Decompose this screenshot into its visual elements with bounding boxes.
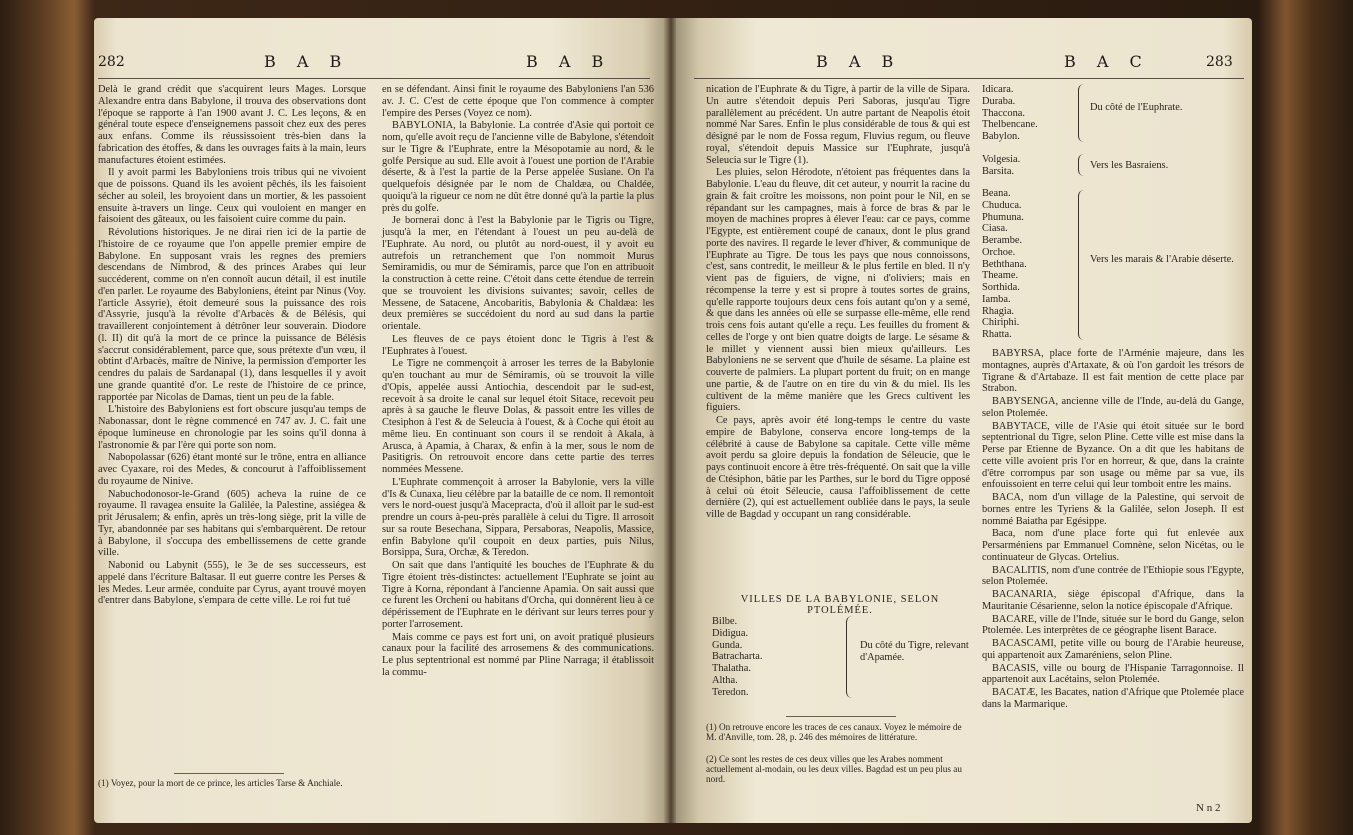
grouping-brace [846,616,855,698]
paragraph: Le Tigre ne commençoit à arroser les terres de la Babylonie qu'en touchant au mur de Sémiramis, où se trouvoit la ville d'Opis, appelée aussi Antiochia, descendoit par le sud-est, recevoit à sa droite le canal sur lequel étoit Sitace, recevoit peu après à sa gauche le fleuve Dolas, & passoit entre les villes de Ctesiphon à l'est & de Seleucia à l'ouest, & à Coche qui étoit au même lieu. En continuant son cours il se rendoit à Akala, à Arusca, à Apamia, à Charax, & enfin à la mer, sous le nom de Pasitigris. On retrouvoit encore dans cette partie des terres nommées Messene. [382,358,654,475]
city-item: Gunda. [712,639,743,651]
section-title: VILLES DE LA BABYLONIE, SELON PTOLÉMÉE. [740,594,940,616]
paragraph: Les fleuves de ce pays étoient donc le Tigris à l'est & l'Euphrates à l'ouest. [382,333,654,357]
right-column-1 [706,84,970,522]
city-item: Rhagia. [982,305,1015,317]
city-item: Babylon. [982,131,1020,142]
city-item: Idicara. [982,84,1014,95]
left-page [94,18,666,823]
city-item: Thalatha. [712,663,751,674]
city-item: Bilbe. [712,616,738,627]
paragraph: BABYRSA, place forte de l'Arménie majeure, dans les montagnes, auprès d'Artaxate, & où l'on gardoit les trésors de Tigrane & d'Artabaze. Il est fait mention de cette place par Strabon. [982,348,1244,395]
paragraph: L'histoire des Babyloniens est fort obscure jusqu'au temps de Nabonassar, dont le règne commencé en 747 av. J. C. fait une époque lumineuse en chronologie par les soins qu'il donna à l'astronomie & par l'ère qui porte son nom. [98,404,366,451]
paragraph: BACARE, ville de l'Inde, située sur le bord du Gange, selon Ptolemée. Les interprètes de ce géographe lisent Barace. [982,613,1244,637]
city-item: Chiriphi. [982,317,1020,329]
paragraph: BABYLONIA, la Babylonie. La contrée d'Asie qui portoit ce nom, qu'elle avoit reçu de l'ancienne ville de Babylone, s'étendoit sur le Tigre & l'Euphrate, entre la Mésopotamie au nord, & le golfe Persique au sud. Elle avoit à l'ouest une portion de l'Arabie déserte, & à l'est la partie de la Perse appelée Susiane. On l'a quelquefois désignée par le nom de Chaldæa, ou Chaldée, quoiqu'à la rigueur ce nom ne dût être donné qu'à la partie la plus près du golfe. [382,120,654,214]
city-item: Didigua. [712,627,749,639]
running-header-right: B A C [1064,52,1150,71]
paragraph: nication de l'Euphrate & du Tigre, à partir de la ville de Sipara. Un autre s'étendoit depuis Peri Saboras, jusqu'au Tigre parallèlement au précédent. Un autre partant de Neapolis étoit nommé Nar Sares. Enfin le plus considérable de tous & qui est désigné par le nom de Fossa regum, Fluvius regum, ou fleuve royal, s'étendoit depuis Massice sur l'Euphrate, jusqu'à Seleucia sur le Tigre (1). [706,84,970,166]
header-rule [694,78,1244,79]
city-item: Phumuna. [982,211,1024,223]
paragraph: BACASIS, ville ou bourg de l'Hispanie Tarragonnoise. Il appartenoit aux Lacétains, selon Ptolemée. [982,662,1244,686]
paragraph: Révolutions historiques. Je ne dirai rien ici de la partie de l'histoire de ce royaume que l'on appelle premier empire de Babylone. En supposant vrais les regnes des premiers descendans de Nimbrod, & des princes Arabes qui leur succéderent, comme on n'en connoît aucun détail, il est inutile d'en parler. Le royaume des Babyloniens, éteint par Ninus (Voy. l'article Assyrie), étoit demeuré sous la puissance des rois d'Assyrie, jusqu'à la révolte d'Arbacès & de Bélésis, qui travaillerent conjointement à détrôner leur souverain. Diodore (l. II) dit qu'à la mort de ce prince la puissance de Bélésis s'accrut considérablement, parce que, sous prétexte d'un vœu, il obtint d'Arbacès, maître de Ninive, la permission d'emporter les cendres du palais de Sardanapal (1), dans lesquelles il y avoit une grande quantité d'or. Le reste de l'histoire de ce prince, rapportée par Nicolas de Damas, tient un peu de la fable. [98,227,366,403]
city-item: Beana. [982,188,1011,199]
paragraph: Il y avoit parmi les Babyloniens trois tribus qui ne vivoient que de poissons. Quand ils les avoient pêchés, ils les faisoient sécher au soleil, les broyoient dans un mortier, & les passoient ensuite à-travers un linge. Ceux qui vouloient en manger en faisoient des gâteaux, ou les faisoient cuire comme du pain. [98,167,366,226]
paragraph: Mais comme ce pays est fort uni, on avoit pratiqué plusieurs canaux pour la facilité des arrosemens & des communications. Le plus septentrional est nommé par Pline Narraga; il établissoit la commu- [382,631,654,678]
left-column-2 [382,84,654,680]
city-item: Batracharta. [712,651,763,663]
group-note: Vers les marais & l'Arabie déserte. [1090,254,1234,265]
paragraph: On sait que dans l'antiquité les bouches de l'Euphrate & du Tigre étoient très-distinctes: actuellement l'Euphrate se joint au Tigre à Korna, répondant à l'ancienne Apamia. On sait aussi que ce furent les Orcheni ou habitans d'Orcha, qui donnèrent lieu à ce dépérissement de l'Euphrate en le dérivant sur leurs terres pour y porter l'arrosement. [382,560,654,630]
city-item: Ciasa. [982,223,1008,235]
running-header-right: B A B [526,52,612,71]
paragraph: Ce pays, après avoir été long-temps le centre du vaste empire de Babylone, conserva encore long-temps de la célébrité à cause de Babylone sa capitale. Cette ville même avoit perdu sa gloire depuis la fondation de Séleucie, que le pays continuoit encore à être très-fréquenté. On sait que la ville de Ctésiphon, bâtie par les Parthes, sur le bord du Tigre opposé à celui où étoit Séleucie, causa l'affoiblissement de cette dernière (2), qui est actuellement oubliée dans le pays, la seule ville de Bagdad y occupant un rang considérable. [706,415,970,520]
city-item: Rhatta. [982,329,1012,340]
signature-mark: N n 2 [1196,802,1221,814]
footnote: (2) Ce sont les restes de ces deux villes que les Arabes nomment actuellement al-modain, ou les deux villes. Bagdad est un peu plus au nord. [706,754,962,785]
paragraph: Les pluies, selon Hérodote, n'étoient pas fréquentes dans la Babylonie. L'eau du fleuve, dit cet auteur, y nourrit la racine du grain & fait croître les moissons, non point pour le Nil, en se répandant sur les campagnes, mais à force de bras & par le moyen de machines propres à élever l'eau: car ce pays, comme l'Egypte, est entièrement coupé de canaux, dont le plus grand porte des navires. Il regarde le lever d'hiver, & communique de l'Euphrate au Tigre. De tous les pays que nous connoissons, c'est, sans contredit, le meilleur & le plus fertile en bled. Il n'y vient pas de figuiers, de vigne, ni d'oliviers; mais en récompense la terre y est si propre à toutes sortes de grains, qu'elle rapporte toujours deux cens fois autant qu'on y a semé, & que dans les années où elle se surpasse elle-même, elle rend trois cens fois autant qu'elle a reçu. Les feuilles du froment & celles de l'orge y ont bien quatre doigts de large. Le sésame & le millet y viennent aussi bien mieux qu'ailleurs. Les Babyloniens ne se servent que d'huile de sésame. La plaine est couverte de palmiers. La plupart portent du fruit; on en mange une partie, & de l'autre on en tire du vin & du miel. Ils les cultivent de la même manière que les Grecs cultivent les figuiers. [706,167,970,414]
paragraph: en se défendant. Ainsi finit le royaume des Babyloniens l'an 536 av. J. C. C'est de cette époque que l'on commence à compter l'empire des Perses (Voyez ce nom). [382,84,654,119]
left-column-1 [98,84,366,608]
grouping-brace [1078,190,1087,340]
city-item: Volgesia. [982,154,1021,165]
grouping-brace [1078,154,1087,176]
city-item: Sorthida. [982,282,1020,293]
city-item: Beththana. [982,258,1027,270]
city-list-basraiens [982,154,1020,178]
city-item: Theame. [982,270,1019,282]
city-item: Thelbencane. [982,119,1038,131]
paragraph: Delà le grand crédit que s'acquirent leurs Mages. Lorsque Alexandre entra dans Babylone, il trouva des observations dont l'époque se rapporte à l'an 1900 avant J. C. Les leçons, & en général toute espece d'enseignemens passoit chez eux des peres aux enfans. Comme ils réussissoient très-bien dans la fabrication des étoffes, & dans les ouvrages faits à la main, leurs manufactures étoient estimées. [98,84,366,166]
footnote-rule [786,716,896,717]
paragraph: Je bornerai donc à l'est la Babylonie par le Tigris ou Tigre, jusqu'à la mer, en l'étendant à l'ouest un peu au-delà de l'Euphrate. Au nord, ou plutôt au nord-ouest, il y avoit eu autrefois un retranchement que l'on nommoit Murus Semiramidis, ou mur de Sémiramis, parce que l'on en attribuoit la construction à cette reine. C'étoit dans cette étendue de terrein que se trouvoient les divisions suivantes; savoir, celles de Messene, de Satacene, Ancobaritis, Babylonia & Chaldæa: les deux premières se succédoient du nord au sud dans la partie orientale. [382,215,654,332]
group-note: Du côté du Tigre, relevant d'Apamée. [860,640,969,663]
running-header-left: B A B [264,52,350,71]
paragraph: Nabuchodonosor-le-Grand (605) acheva la ruine de ce royaume. Il ravagea ensuite la Galilée, la Palestine, assiégea & prit Jérusalem; & enfin, après un très-long siège, prit la ville de Tyr, abandonnée par ses habitans qui s'embarquèrent. De retour à Babylone, il s'occupa des embellissemens de cette grande ville. [98,488,366,559]
paragraph: BACASCAMI, petite ville ou bourg de l'Arabie heureuse, qui appartenoit aux Zamaréniens, selon Pline. [982,638,1244,661]
city-item: Altha. [712,674,738,686]
paragraph: Nabopolassar (626) étant monté sur le trône, entra en alliance avec Cyaxare, roi des Medes, & concourut à l'affoiblissement du royaume de Ninive. [98,452,366,487]
city-item: Chuduca. [982,199,1022,211]
footnote: (1) Voyez, pour la mort de ce prince, les articles Tarse & Anchiale. [98,778,343,788]
footnote: (1) On retrouve encore les traces de ces canaux. Voyez le mémoire de M. d'Anville, tom. 28, p. 246 des mémoires de littérature. [706,722,962,743]
paragraph: BACATÆ, les Bacates, nation d'Afrique que Ptolemée place dans la Marmarique. [982,687,1244,710]
city-list-euphrate [982,84,1038,143]
paragraph: BACA, nom d'un village de la Palestine, qui servoit de bornes entre les Tyriens & la Galilée, selon Joseph. Il est nommé Baiatha par Egésippe. [982,492,1244,527]
right-column-2 [982,348,1244,712]
paragraph: BACANARIA, siège épiscopal d'Afrique, dans la Mauritanie Césarienne, selon la notice épiscopale d'Afrique. [982,589,1244,612]
header-rule [98,78,650,79]
group-note: Vers les Basraiens. [1090,160,1169,171]
footnote-rule [174,773,284,774]
grouping-brace [1078,84,1087,142]
city-list-marais [982,188,1027,341]
page-number: 282 [98,54,125,70]
paragraph: Baca, nom d'une place forte qui fut enlevée aux Persarméniens par Emmanuel Comnène, selon Nicétas, ou le continuateur de Glycas. Ortelius. [982,528,1244,563]
paragraph: BABYSENGA, ancienne ville de l'Inde, au-delà du Gange, selon Ptolemée. [982,396,1244,419]
right-page [676,18,1252,823]
city-item: Duraba. [982,95,1016,107]
city-item: Barsita. [982,165,1015,177]
city-item: Berambe. [982,235,1023,246]
paragraph: BACALITIS, nom d'une contrée de l'Ethiopie sous l'Egypte, selon Ptolemée. [982,564,1244,588]
city-list-tigre [712,616,762,698]
paragraph: L'Euphrate commençoit à arroser la Babylonie, vers la ville d'Is & Cunaxa, lieu célèbre par la bataille de ce nom. Il remontoit vers le nord-ouest jusqu'à Macepracta, d'où il alloit par le sud-est prendre un cours à-peu-près parallèle à celui du Tigre. Il arrosoit sur sa route Besechana, Sippara, Persaboras, Neapolis, Massice, enfin Babylone qu'il coupoit en deux parties, puis Nilus, Borsippa, Sura, Orchæ, & Teredon. [382,476,654,559]
running-header-left: B A B [816,52,902,71]
group-note: Du côté de l'Euphrate. [1090,102,1183,113]
paragraph: Nabonid ou Labynit (555), le 3e de ses successeurs, est appelé dans l'écriture Baltasar. Il eut guerre contre les Perses & les Medes. Leur armée, conduite par Cyrus, ayant trouvé moyen d'entrer dans Babylone, s'empara de cette ville. Le roi fut tué [98,560,366,607]
city-item: Orchoe. [982,246,1016,258]
city-item: Teredon. [712,686,749,698]
paragraph: BABYTACE, ville de l'Asie qui étoit située sur le bord septentrional du Tigre, selon Pline. Cette ville est mise dans la Perse par Etienne de Byzance. On a dit que les habitans de cette ville avoient pris l'or en horreur, & que, dans la crainte d'être corrompus par son usage ou même par sa vue, ils enfouissoient en terre celui qui leur tomboit entre les mains. [982,420,1244,491]
city-item: Iamba. [982,293,1011,305]
page-number: 283 [1206,54,1233,70]
city-item: Thaccona. [982,107,1025,119]
